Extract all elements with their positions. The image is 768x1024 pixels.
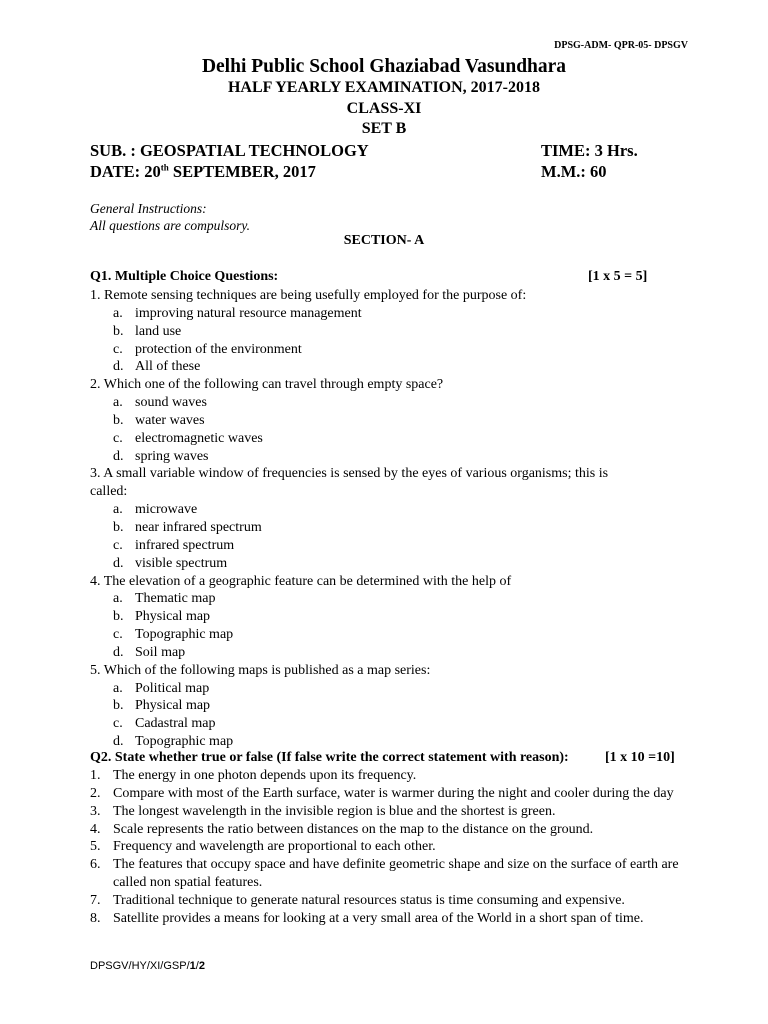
mcq-question-text: 5. Which of the following maps is published as a map series: bbox=[90, 662, 431, 678]
item-text: Satellite provides a means for looking at a very small area of the World in a short span of time. bbox=[113, 910, 644, 926]
option-text: Topographic map bbox=[135, 734, 234, 750]
item-number: 8. bbox=[90, 910, 101, 926]
option-text: electromagnetic waves bbox=[135, 430, 263, 446]
item-text: Traditional technique to generate natural resources status is time consuming and expensive. bbox=[113, 892, 625, 908]
mcq-option bbox=[90, 733, 690, 751]
footer-sep: / bbox=[195, 960, 199, 972]
item-text: Compare with most of the Earth surface, water is warmer during the night and cooler during the day bbox=[113, 785, 674, 801]
mcq-option bbox=[90, 590, 690, 608]
date-label bbox=[90, 162, 316, 182]
mcq-question-text: 2. Which one of the following can travel through empty space? bbox=[90, 377, 444, 393]
item-text: Scale represents the ratio between distances on the map to the distance on the ground. bbox=[113, 821, 594, 837]
option-label: c. bbox=[113, 341, 123, 357]
option-label: d. bbox=[113, 359, 124, 375]
option-label: a. bbox=[113, 502, 123, 518]
date-superscript: th bbox=[160, 162, 169, 173]
mcq-option bbox=[90, 394, 690, 412]
q2-marks: [1 x 10 =10] bbox=[605, 750, 675, 765]
option-label: d. bbox=[113, 555, 124, 571]
mcq-question-text: 3. A small variable window of frequencies is sensed by the eyes of various organisms; this is bbox=[90, 466, 609, 482]
option-text: spring waves bbox=[135, 448, 209, 464]
subject-label: SUB. : GEOSPATIAL TECHNOLOGY bbox=[90, 141, 369, 160]
mcq-option bbox=[90, 697, 690, 715]
option-text: near infrared spectrum bbox=[135, 519, 262, 535]
option-text: Physical map bbox=[135, 609, 211, 625]
mcq-option bbox=[90, 448, 690, 466]
mcq-option bbox=[90, 555, 690, 573]
option-text: sound waves bbox=[135, 395, 207, 411]
mcq-question-text: called: bbox=[90, 484, 128, 500]
option-label: d. bbox=[113, 448, 124, 464]
option-label: c. bbox=[113, 430, 123, 446]
item-number: 5. bbox=[90, 839, 101, 855]
mcq-option bbox=[90, 430, 690, 448]
true-false-item bbox=[90, 892, 690, 910]
true-false-item bbox=[90, 856, 690, 892]
mcq-option bbox=[90, 341, 690, 359]
instructions-title: General Instructions: bbox=[90, 201, 207, 216]
q1-title: Q1. Multiple Choice Questions: bbox=[90, 269, 279, 284]
set-label: SET B bbox=[361, 120, 407, 137]
true-false-item bbox=[90, 838, 690, 856]
item-text: The longest wavelength in the invisible region is blue and the shortest is green. bbox=[113, 803, 556, 819]
true-false-item bbox=[90, 785, 690, 803]
date-suffix: SEPTEMBER, 2017 bbox=[168, 162, 316, 181]
option-text: infrared spectrum bbox=[135, 537, 235, 553]
option-text: All of these bbox=[135, 359, 201, 375]
option-text: Topographic map bbox=[135, 627, 234, 643]
option-label: a. bbox=[113, 591, 123, 607]
mcq-option bbox=[90, 519, 690, 537]
item-number: 6. bbox=[90, 857, 101, 873]
mcq-list bbox=[90, 287, 690, 751]
option-label: d. bbox=[113, 644, 124, 660]
item-number: 7. bbox=[90, 892, 101, 908]
option-label: b. bbox=[113, 323, 124, 339]
option-label: b. bbox=[113, 412, 124, 428]
option-text: water waves bbox=[135, 412, 205, 428]
max-marks-label: M.M.: 60 bbox=[541, 162, 607, 181]
option-text: Cadastral map bbox=[135, 716, 216, 732]
mcq-option bbox=[90, 608, 690, 626]
option-text: improving natural resource management bbox=[135, 305, 362, 321]
item-text: The energy in one photon depends upon its frequency. bbox=[113, 768, 417, 783]
option-text: Physical map bbox=[135, 698, 211, 714]
option-text: visible spectrum bbox=[135, 555, 228, 571]
instructions-body: All questions are compulsory. bbox=[90, 218, 250, 233]
option-label: b. bbox=[113, 698, 124, 714]
date-prefix: DATE: 20 bbox=[90, 162, 161, 181]
footer-total: 2 bbox=[198, 960, 205, 972]
q1-marks: [1 x 5 = 5] bbox=[588, 269, 648, 284]
option-text: Political map bbox=[135, 680, 210, 696]
option-label: a. bbox=[113, 305, 123, 321]
school-name: Delhi Public School Ghaziabad Vasundhara bbox=[201, 56, 567, 77]
mcq-option bbox=[90, 305, 690, 323]
mcq-option bbox=[90, 715, 690, 733]
option-label: a. bbox=[113, 680, 123, 696]
item-text: The features that occupy space and have definite geometric shape and size on the surface of earth are called non spatial features. bbox=[113, 857, 679, 891]
page-footer bbox=[90, 960, 205, 972]
item-number: 2. bbox=[90, 785, 101, 801]
class-label: CLASS-XI bbox=[346, 100, 422, 117]
mcq-option bbox=[90, 644, 690, 662]
option-text: microwave bbox=[135, 502, 198, 518]
true-false-item bbox=[90, 910, 690, 928]
option-label: a. bbox=[113, 395, 123, 411]
option-text: land use bbox=[135, 323, 182, 339]
q2-title: Q2. State whether true or false (If false write the correct statement with reason): bbox=[90, 750, 569, 765]
footer-prefix: DPSGV/HY/XI/GSP/ bbox=[90, 960, 190, 972]
item-text: Frequency and wavelength are proportional to each other. bbox=[113, 839, 436, 855]
option-label: d. bbox=[113, 734, 124, 750]
mcq-option bbox=[90, 537, 690, 555]
option-text: Thematic map bbox=[135, 591, 216, 607]
mcq-option bbox=[90, 501, 690, 519]
mcq-option bbox=[90, 680, 690, 698]
general-instructions bbox=[90, 200, 250, 234]
option-label: c. bbox=[113, 716, 123, 732]
exam-title: HALF YEARLY EXAMINATION, 2017-2018 bbox=[227, 79, 540, 96]
document-code: DPSG-ADM- QPR-05- DPSGV bbox=[554, 40, 688, 51]
time-label: TIME: 3 Hrs. bbox=[541, 141, 638, 160]
item-number: 1. bbox=[90, 768, 101, 783]
option-label: b. bbox=[113, 519, 124, 535]
mcq-option bbox=[90, 323, 690, 341]
mcq-option bbox=[90, 358, 690, 376]
true-false-item bbox=[90, 821, 690, 839]
section-heading: SECTION- A bbox=[343, 233, 425, 248]
mcq-question-text: 1. Remote sensing techniques are being usefully employed for the purpose of: bbox=[90, 288, 527, 303]
mcq-option bbox=[90, 626, 690, 644]
option-label: c. bbox=[113, 537, 123, 553]
item-number: 3. bbox=[90, 803, 101, 819]
mcq-option bbox=[90, 412, 690, 430]
true-false-item bbox=[90, 803, 690, 821]
item-number: 4. bbox=[90, 821, 101, 837]
footer-page: 1 bbox=[189, 960, 196, 972]
true-false-item bbox=[90, 767, 690, 785]
option-label: b. bbox=[113, 609, 124, 625]
option-text: Soil map bbox=[135, 644, 186, 660]
true-false-list bbox=[90, 767, 690, 928]
mcq-question-text: 4. The elevation of a geographic feature can be determined with the help of bbox=[90, 573, 512, 589]
option-text: protection of the environment bbox=[135, 341, 302, 357]
option-label: c. bbox=[113, 627, 123, 643]
